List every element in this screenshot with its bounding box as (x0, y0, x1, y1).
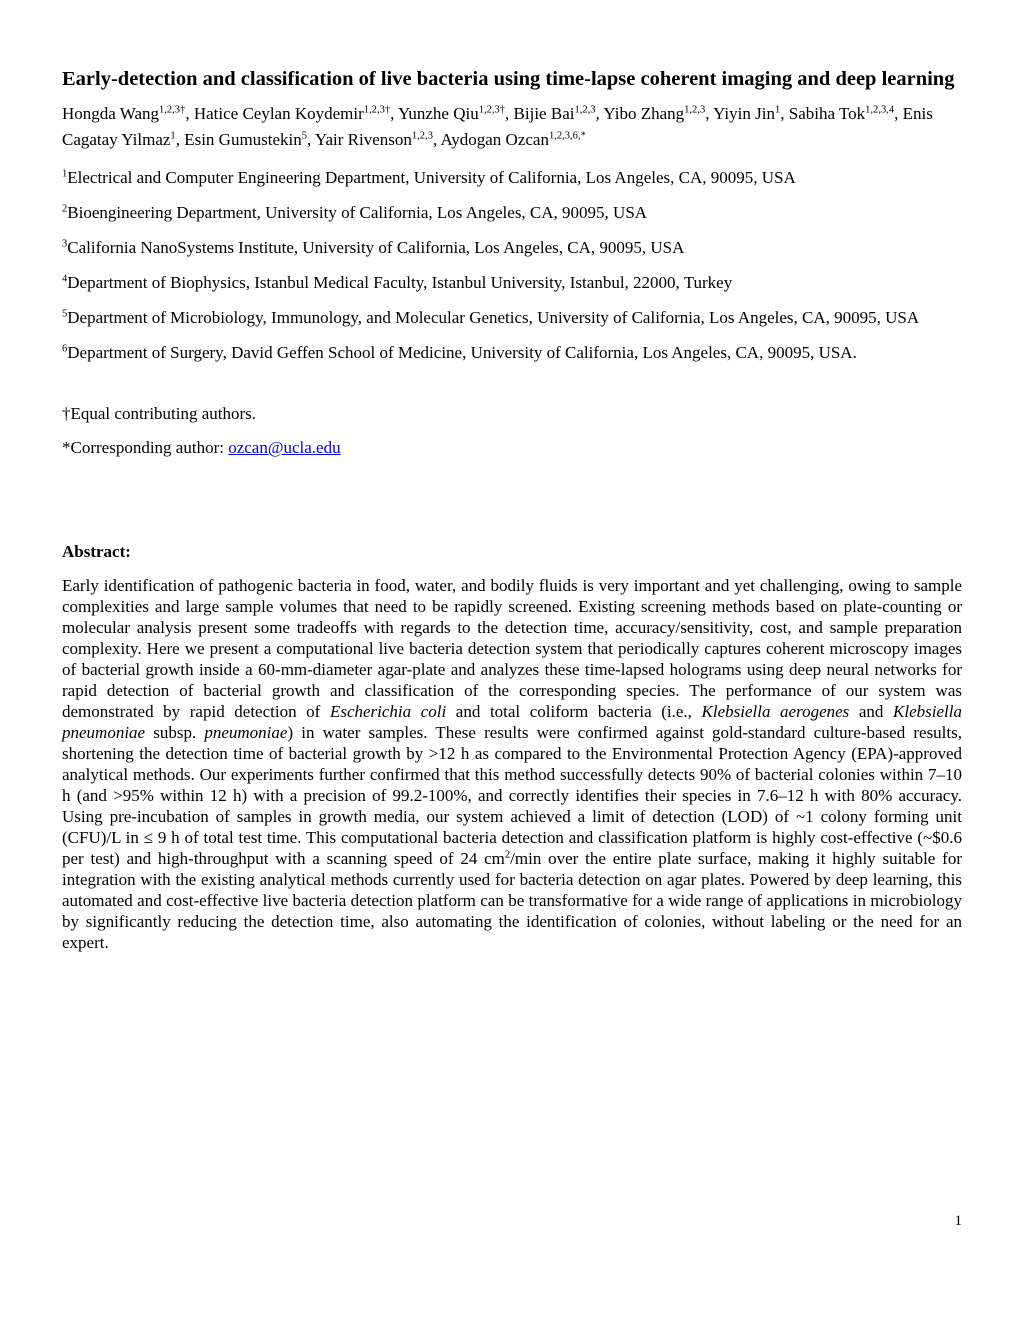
page-number: 1 (954, 1213, 962, 1229)
affiliation-text: California NanoSystems Institute, University of California, Los Angeles, CA, 90095, USA (67, 238, 685, 257)
corresponding-email-link[interactable]: ozcan@ucla.edu (228, 438, 341, 457)
corresponding-author-label: *Corresponding author: (62, 438, 229, 457)
equal-contribution-note: †Equal contributing authors. (62, 404, 257, 423)
affiliation-item-2 (62, 202, 962, 223)
affiliation-marker: 2 (62, 203, 68, 215)
affiliation-item-6 (62, 342, 962, 363)
page-content (62, 0, 962, 953)
affiliation-marker: 3 (62, 238, 68, 250)
affiliation-item-3 (62, 237, 962, 258)
affiliation-text: Department of Microbiology, Immunology, and Molecular Genetics, University of California, Los Angeles, CA, 90095, USA (67, 308, 920, 327)
affiliation-marker: 1 (62, 168, 68, 180)
affiliation-item-1 (62, 167, 962, 188)
affiliation-item-5 (62, 307, 962, 328)
affiliation-text: Bioengineering Department, University of California, Los Angeles, CA, 90095, USA (67, 203, 648, 222)
affiliation-text: Department of Surgery, David Geffen School of Medicine, University of California, Los Angeles, CA, 90095, USA. (67, 343, 857, 362)
affiliation-item-4 (62, 272, 962, 293)
affiliation-marker: 4 (62, 273, 68, 285)
affiliation-text: Department of Biophysics, Istanbul Medical Faculty, Istanbul University, Istanbul, 22000, Turkey (67, 273, 733, 292)
abstract-text: Early identification of pathogenic bacteria in food, water, and bodily fluids is very important and yet challenging, owing to sample complexities and large sample volumes that need to be rapidly screened. Existing screening methods based on plate-counting or molecular analysis present some tradeoffs with regards to the detection time, accuracy/sensitivity, cost, and sample preparation complexity. Here we present a computational live bacteria detection system that periodically captures coherent microscopy images of bacterial growth inside a 60-mm-diameter agar-plate and analyzes these time-lapsed holograms using deep neural networks for rapid detection of bacterial growth and classification of the corresponding species. The performance of our system was demonstrated by rapid detection of Escherichia coli and total coliform bacteria (i.e., Klebsiella aerogenes and Klebsiella pneumoniae subsp. pneumoniae) in water samples. These results were confirmed against gold-standard culture-based results, shortening the detection time of bacterial growth by >12 h as compared to the Environmental Protection Agency (EPA)-approved analytical methods. Our experiments further confirmed that this method successfully detects 90% of bacterial colonies within 7–10 h (and >95% within 12 h) with a precision of 99.2-100%, and correctly identifies their species in 7.6–12 h with 80% accuracy. Using pre-incubation of samples in growth media, our system achieved a limit of detection (LOD) of ~1 colony forming unit (CFU)/L in ≤ 9 h of total test time. This computational bacteria detection and classification platform is highly cost-effective (~$0.6 per test) and high-throughput with a scanning speed of 24 $cm^2/\min$ over the entire plate surface, making it highly suitable for integration with the existing analytical methods currently used for bacteria detection on agar plates. Powered by deep learning, this automated and cost-effective live bacteria detection platform can be transformative for a wide range of applications in microbiology by significantly reducing the detection time, also automating the identification of colonies, without labeling or the need for an expert. (62, 576, 962, 952)
author-line: Hongda Wang$^{1,2,3\dagger}$, Hatice Ceylan Koydemir$^{1,2,3\dagger}$, Yunzhe Qiu$^{1,2,3\dagger}$, Bijie Bai$^{1,2,3}$, Yibo Zhang$^{1,2,3}$, Yiyin Jin$^1$, Sabiha Tok$^{1,2,3,4}$, Enis Cagatay Yilmaz$^1$, Esin Gumustekin$^5$, Yair Rivenson$^{1,2,3}$, Aydogan Ozcan$^{1,2,3,6,*}$ (62, 104, 933, 149)
affiliation-marker: 6 (62, 343, 68, 355)
affiliation-text: Electrical and Computer Engineering Department, University of California, Los Angeles, CA, 90095, USA (67, 168, 796, 187)
corresponding-author-note (62, 437, 962, 458)
abstract-heading: Abstract: (62, 542, 131, 561)
affiliation-marker: 5 (62, 308, 68, 320)
paper-title: Early-detection and classification of live bacteria using time-lapse coherent imaging and deep learning (62, 68, 955, 90)
